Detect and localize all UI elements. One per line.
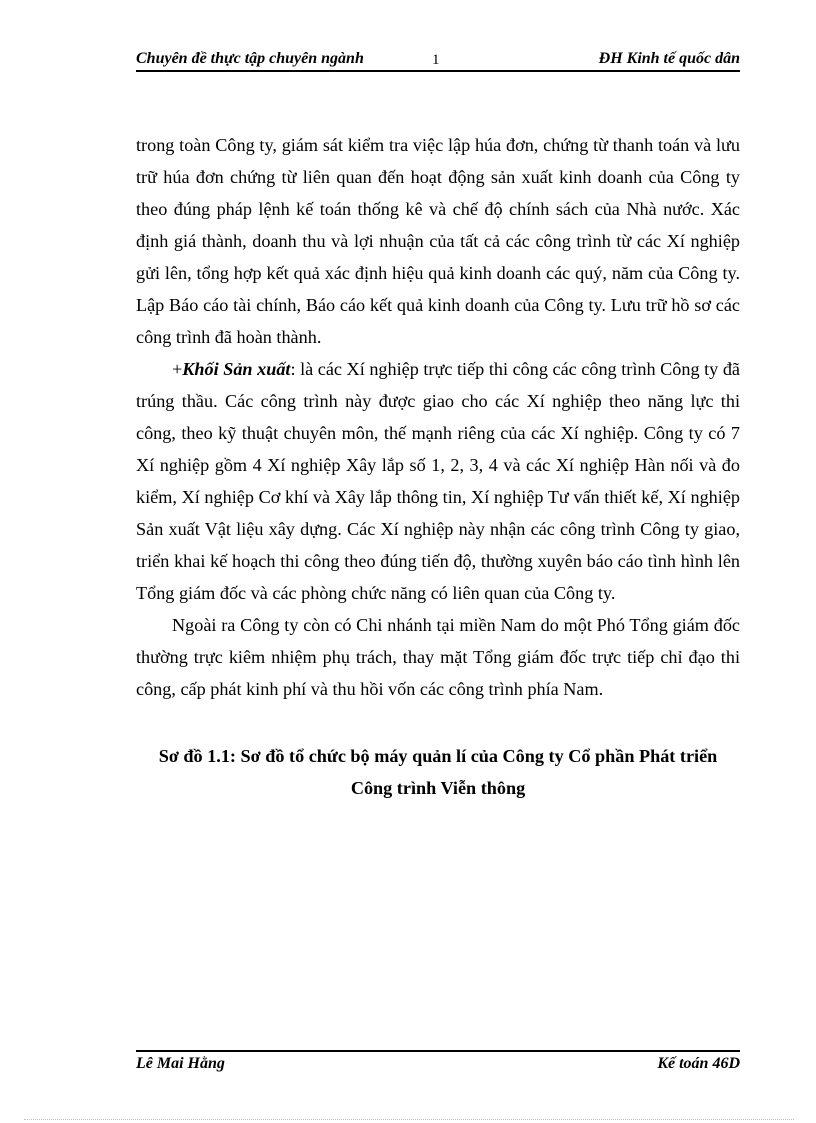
header-divider	[136, 70, 740, 72]
paragraph-2-text: : là các Xí nghiệp trực tiếp thi công các công trình Công ty đã trúng thầu. Các công trình này được giao cho các Xí nghiệp theo năng lực thi công, theo kỹ thuật chuyên môn, thế mạnh riêng của các Xí nghiệp. Công ty có 7 Xí nghiệp gồm 4 Xí nghiệp Xây lắp số 1, 2, 3, 4 và các Xí nghiệp Hàn nối và đo kiểm, Xí nghiệp Cơ khí và Xây lắp thông tin, Xí nghiệp Tư vấn thiết kế, Xí nghiệp Sản xuất Vật liệu xây dựng. Các Xí nghiệp này nhận các công trình Công ty giao, triển khai kế hoạch thi công theo đúng tiến độ, thường xuyên báo cáo tình hình lên Tổng giám đốc và các phòng chức năng có liên quan của Công ty.	[136, 359, 740, 603]
caption-line-2: Công trình Viễn thông	[350, 778, 526, 798]
paragraph-2-prefix: +	[172, 359, 183, 379]
footer-divider	[136, 1050, 740, 1052]
diagram-caption	[96, 740, 780, 804]
page-header	[136, 46, 740, 70]
footer-author: Lê Mai Hằng	[136, 1055, 225, 1072]
page-number: 1	[432, 52, 440, 68]
paragraph-1: trong toàn Công ty, giám sát kiểm tra việc lập húa đơn, chứng từ thanh toán và lưu trữ húa đơn chứng từ liên quan đến hoạt động sản xuất kinh doanh của Công ty theo đúng pháp lệnh kế toán thống kê và chế độ chính sách của Nhà nước. Xác định giá thành, doanh thu và lợi nhuận của tất cả các công trình từ các Xí nghiệp gửi lên, tổng hợp kết quả xác định hiệu quả kinh doanh các quý, năm của Công ty. Lập Báo cáo tài chính, Báo cáo kết quả kinh doanh của Công ty. Lưu trữ hồ sơ các công trình đã hoàn thành.	[136, 135, 740, 347]
paragraph-3: Ngoài ra Công ty còn có Chi nhánh tại miền Nam do một Phó Tổng giám đốc thường trực kiêm nhiệm phụ trách, thay mặt Tổng giám đốc trực tiếp chỉ đạo thi công, cấp phát kinh phí và thu hồi vốn các công trình phía Nam.	[136, 615, 740, 699]
page-edge	[24, 1119, 794, 1120]
caption-line-1: Sơ đồ 1.1: Sơ đồ tổ chức bộ máy quản lí của Công ty Cổ phần Phát triển	[158, 746, 718, 766]
paragraph-2	[136, 353, 740, 609]
header-course-title: Chuyên đề thực tập chuyên ngành	[136, 50, 364, 67]
paragraph-2-term: Khối Sản xuất	[182, 359, 291, 379]
footer-class: Kế toán 46D	[657, 1055, 740, 1072]
page-footer	[136, 1053, 740, 1077]
header-university: ĐH Kinh tế quốc dân	[598, 50, 740, 67]
document-body	[136, 129, 740, 705]
